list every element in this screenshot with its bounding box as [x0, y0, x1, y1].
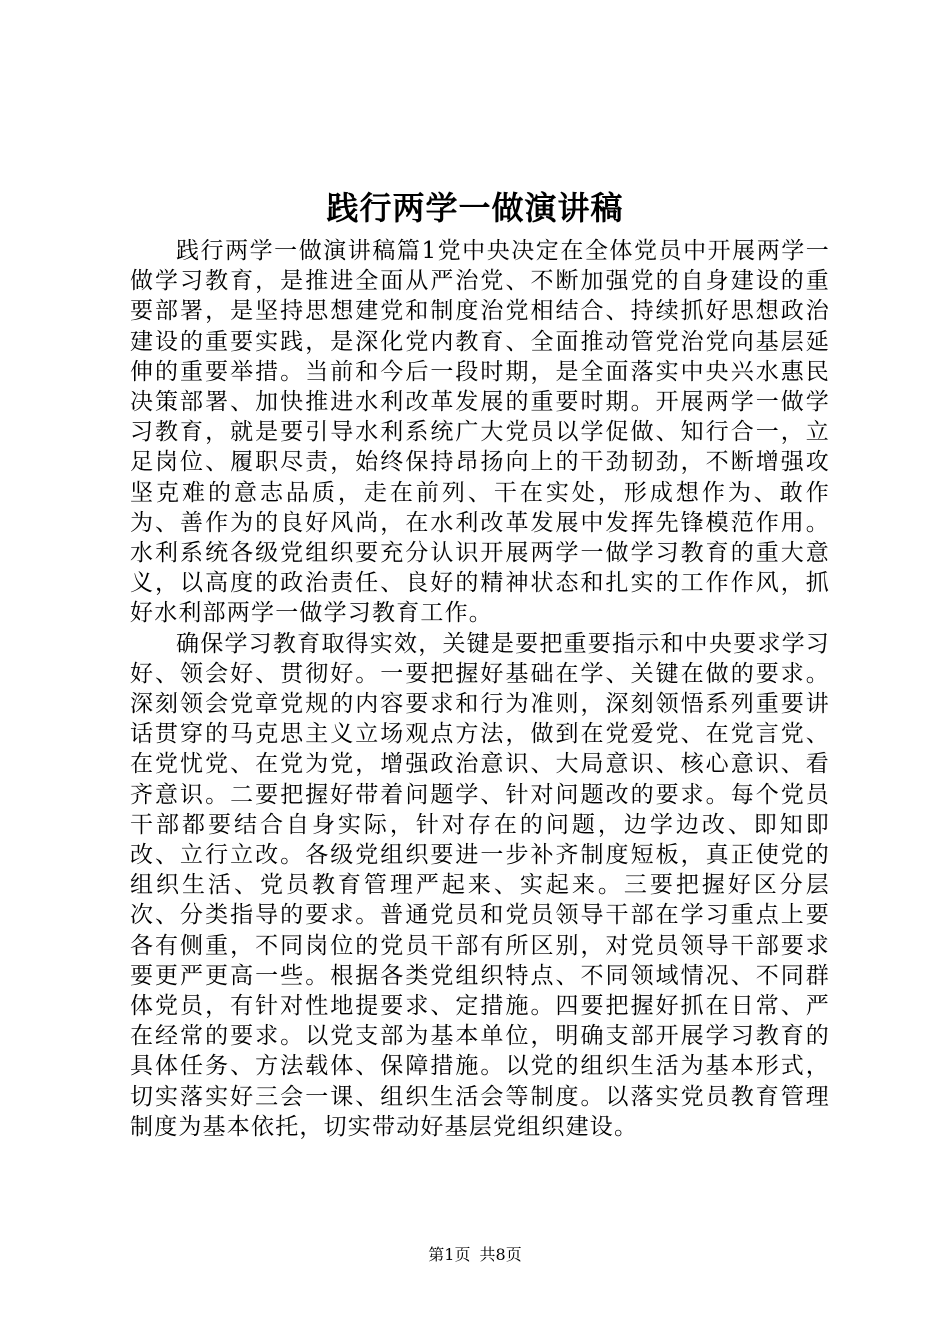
body-paragraph-2: 确保学习教育取得实效，关键是要把重要指示和中央要求学习好、领会好、贯彻好。一要把握好基础在学、关键在做的要求。深刻领会党章党规的内容要求和行为准则，深刻领悟系列重要讲话贯穿的马克思主义立场观点方法，做到在党爱党、在党言党、在党忧党、在党为党，增强政治意识、大局意识、核心意识、看齐意识。二要把握好带着问题学、针对问题改的要求。每个党员干部都要结合自身实际，针对存在的问题，边学边改、即知即改、立行立改。各级党组织要进一步补齐制度短板，真正使党的组织生活、党员教育管理严起来、实起来。三要把握好区分层次、分类指导的要求。普通党员和党员领导干部在学习重点上要各有侧重，不同岗位的党员干部有所区别，对党员领导干部要求要更严更高一些。根据各类党组织特点、不同领域情况、不同群体党员，有针对性地提要求、定措施。四要把握好抓在日常、严在经常的要求。以党支部为基本单位，明确支部开展学习教育的具体任务、方法载体、保障措施。以党的组织生活为基本形式，切实落实好三会一课、组织生活会等制度。以落实党员教育管理制度为基本依托，切实带动好基层党组织建设。 [130, 630, 830, 1140]
page-number-current: 第1页 [428, 1245, 471, 1264]
page-footer [0, 1245, 950, 1265]
body-paragraph-1: 践行两学一做演讲稿篇1党中央决定在全体党员中开展两学一做学习教育，是推进全面从严治党、不断加强党的自身建设的重要部署，是坚持思想建党和制度治党相结合、持续抓好思想政治建设的重要实践，是深化党内教育、全面推动管党治党向基层延伸的重要举措。当前和今后一段时期，是全面落实中央兴水惠民决策部署、加快推进水利改革发展的重要时期。开展两学一做学习教育，就是要引导水利系统广大党员以学促做、知行合一，立足岗位、履职尽责，始终保持昂扬向上的干劲韧劲，不断增强攻坚克难的意志品质，走在前列、干在实处，形成想作为、敢作为、善作为的良好风尚，在水利改革发展中发挥先锋模范作用。水利系统各级党组织要充分认识开展两学一做学习教育的重大意义，以高度的政治责任、良好的精神状态和扎实的工作作风，抓好水利部两学一做学习教育工作。 [130, 238, 830, 627]
page-number-total: 共8页 [479, 1245, 522, 1264]
document-body [130, 236, 830, 1142]
document-title: 践行两学一做演讲稿 [326, 189, 624, 227]
